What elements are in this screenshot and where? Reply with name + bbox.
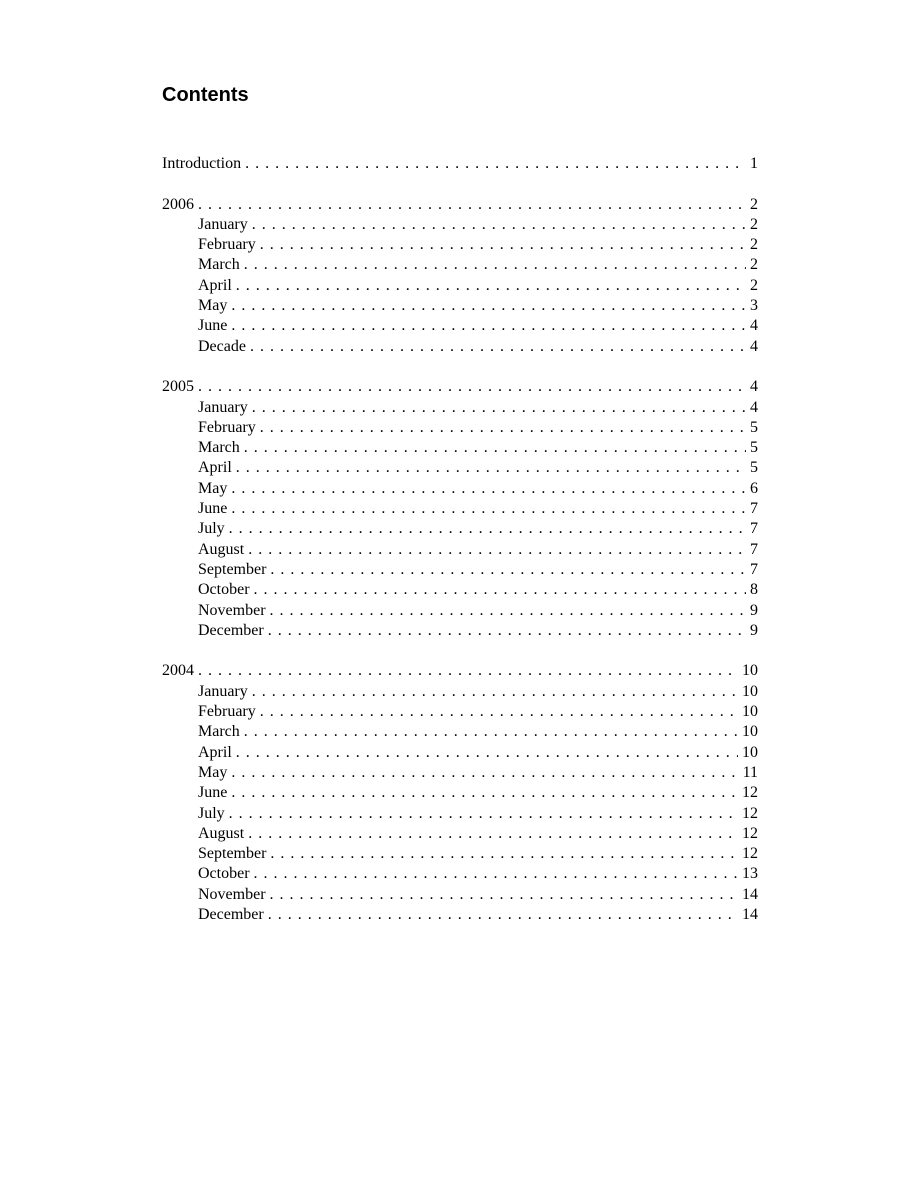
dot-leader <box>268 621 746 641</box>
dot-leader <box>254 580 746 600</box>
dot-leader <box>244 438 746 458</box>
toc-subentry[interactable] <box>162 316 758 336</box>
page-number: 11 <box>742 763 758 781</box>
page-number: 2 <box>750 276 758 294</box>
page-number: 4 <box>750 337 758 355</box>
page-title: Contents <box>162 84 249 106</box>
toc-subentry[interactable] <box>162 540 758 560</box>
toc-subentry[interactable] <box>162 235 758 255</box>
toc-subentry-label: December <box>198 905 264 923</box>
toc-subentry[interactable] <box>162 560 758 580</box>
page-number: 14 <box>742 885 758 903</box>
toc-subentry-label: June <box>198 784 228 802</box>
page-number: 14 <box>742 905 758 923</box>
toc-subentry[interactable] <box>162 702 758 722</box>
toc-subentry-label: January <box>198 215 248 233</box>
toc-subentry-label: October <box>198 865 250 883</box>
page-number: 7 <box>750 540 758 558</box>
toc-subentry[interactable] <box>162 601 758 621</box>
dot-leader <box>252 682 738 702</box>
dot-leader <box>270 560 746 580</box>
toc-subentry-label: August <box>198 824 245 842</box>
dot-leader <box>248 540 746 560</box>
page-number: 7 <box>750 520 758 538</box>
page-number: 5 <box>750 459 758 477</box>
toc-subentry-label: April <box>198 743 232 761</box>
page-number: 1 <box>750 155 758 172</box>
dot-leader <box>254 864 738 884</box>
toc-subentry[interactable] <box>162 519 758 539</box>
toc-subentry-label: February <box>198 703 256 721</box>
page-number: 10 <box>742 703 758 721</box>
toc-subentry[interactable] <box>162 804 758 824</box>
toc-subentry-label: October <box>198 581 250 599</box>
page-number: 10 <box>742 723 758 741</box>
toc-subentry[interactable] <box>162 337 758 357</box>
toc-entry-label: 2004 <box>162 662 194 680</box>
toc-entry[interactable] <box>162 661 758 681</box>
dot-leader <box>250 337 746 357</box>
toc-entry-label: Introduction <box>162 155 242 172</box>
page-number: 12 <box>742 824 758 842</box>
toc-section <box>162 661 758 925</box>
toc-entry-label: 2006 <box>162 195 194 213</box>
toc-subentry[interactable] <box>162 783 758 803</box>
toc-subentry-label: June <box>198 317 228 335</box>
toc-entry[interactable] <box>162 195 758 215</box>
toc-entry[interactable] <box>162 377 758 397</box>
toc-subentry[interactable] <box>162 398 758 418</box>
toc-subentry-label: March <box>198 439 240 457</box>
toc-subentry-label: July <box>198 804 225 822</box>
toc-subentry-label: March <box>198 256 240 274</box>
page-number: 10 <box>742 682 758 700</box>
page-number: 12 <box>742 804 758 822</box>
toc-subentry-label: January <box>198 682 248 700</box>
dot-leader <box>236 276 746 296</box>
dot-leader <box>244 722 738 742</box>
toc-subentry[interactable] <box>162 215 758 235</box>
page-number: 10 <box>742 662 758 680</box>
toc-subentry[interactable] <box>162 479 758 499</box>
toc-subentry-label: May <box>198 479 228 497</box>
page-number: 7 <box>750 500 758 518</box>
toc-subentry-label: Decade <box>198 337 246 355</box>
toc-subentry[interactable] <box>162 885 758 905</box>
dot-leader <box>270 885 738 905</box>
toc-subentry-label: August <box>198 540 245 558</box>
toc-subentry[interactable] <box>162 763 758 783</box>
toc-subentry-label: September <box>198 845 267 863</box>
toc-subentry-label: May <box>198 297 228 315</box>
toc-subentry[interactable] <box>162 824 758 844</box>
dot-leader <box>231 499 746 519</box>
toc-subentry-label: November <box>198 601 266 619</box>
dot-leader <box>236 743 738 763</box>
toc-subentry-label: February <box>198 236 256 254</box>
dot-leader <box>252 398 746 418</box>
toc-entry[interactable] <box>162 154 758 174</box>
dot-leader <box>231 296 746 316</box>
page-number: 3 <box>750 297 758 315</box>
toc-subentry-label: January <box>198 398 248 416</box>
page-number: 5 <box>750 418 758 436</box>
dot-leader <box>260 235 746 255</box>
dot-leader <box>270 601 746 621</box>
dot-leader <box>198 661 738 681</box>
dot-leader <box>229 804 738 824</box>
toc-subentry-label: March <box>198 723 240 741</box>
page-number: 4 <box>750 378 758 396</box>
page-number: 7 <box>750 560 758 578</box>
toc-subentry[interactable] <box>162 864 758 884</box>
toc-subentry[interactable] <box>162 743 758 763</box>
toc-subentry[interactable] <box>162 580 758 600</box>
page-number: 4 <box>750 398 758 416</box>
dot-leader <box>268 905 738 925</box>
toc-subentry[interactable] <box>162 438 758 458</box>
toc-subentry[interactable] <box>162 418 758 438</box>
toc-subentry[interactable] <box>162 722 758 742</box>
dot-leader <box>231 763 738 783</box>
page-number: 8 <box>750 581 758 599</box>
toc-subentry[interactable] <box>162 255 758 275</box>
page-number: 13 <box>742 865 758 883</box>
toc-subentry[interactable] <box>162 276 758 296</box>
page-number: 4 <box>750 317 758 335</box>
toc-subentry[interactable] <box>162 499 758 519</box>
toc-subentry-label: February <box>198 418 256 436</box>
toc-subentry-label: May <box>198 763 228 781</box>
toc-subentry-label: September <box>198 560 267 578</box>
toc-subentry[interactable] <box>162 296 758 316</box>
dot-leader <box>260 702 738 722</box>
table-of-contents <box>162 154 758 925</box>
page-number: 2 <box>750 215 758 233</box>
page-number: 12 <box>742 845 758 863</box>
toc-subentry[interactable] <box>162 682 758 702</box>
contents-page <box>162 82 758 946</box>
page-number: 9 <box>750 601 758 619</box>
toc-subentry[interactable] <box>162 844 758 864</box>
dot-leader <box>231 316 746 336</box>
page-number: 9 <box>750 621 758 639</box>
toc-subentry-label: April <box>198 459 232 477</box>
page-number: 2 <box>750 256 758 274</box>
toc-subentry-label: December <box>198 621 264 639</box>
page-number: 5 <box>750 439 758 457</box>
page-number: 2 <box>750 195 758 213</box>
toc-subentry-label: June <box>198 500 228 518</box>
page-number: 6 <box>750 479 758 497</box>
toc-section <box>162 154 758 174</box>
toc-section <box>162 195 758 357</box>
toc-subentry[interactable] <box>162 621 758 641</box>
toc-subentry[interactable] <box>162 458 758 478</box>
dot-leader <box>231 479 746 499</box>
dot-leader <box>198 377 746 397</box>
toc-subentry-label: November <box>198 885 266 903</box>
toc-subentry-label: July <box>198 520 225 538</box>
page-number: 12 <box>742 784 758 802</box>
toc-subentry-label: April <box>198 276 232 294</box>
dot-leader <box>236 458 746 478</box>
dot-leader <box>270 844 738 864</box>
toc-section <box>162 377 758 641</box>
dot-leader <box>231 783 738 803</box>
page-number: 10 <box>742 743 758 761</box>
dot-leader <box>245 154 746 174</box>
page-number: 2 <box>750 236 758 254</box>
toc-subentry[interactable] <box>162 905 758 925</box>
dot-leader <box>198 195 746 215</box>
dot-leader <box>252 215 746 235</box>
dot-leader <box>244 255 746 275</box>
toc-entry-label: 2005 <box>162 378 194 396</box>
dot-leader <box>229 519 746 539</box>
dot-leader <box>248 824 738 844</box>
dot-leader <box>260 418 746 438</box>
